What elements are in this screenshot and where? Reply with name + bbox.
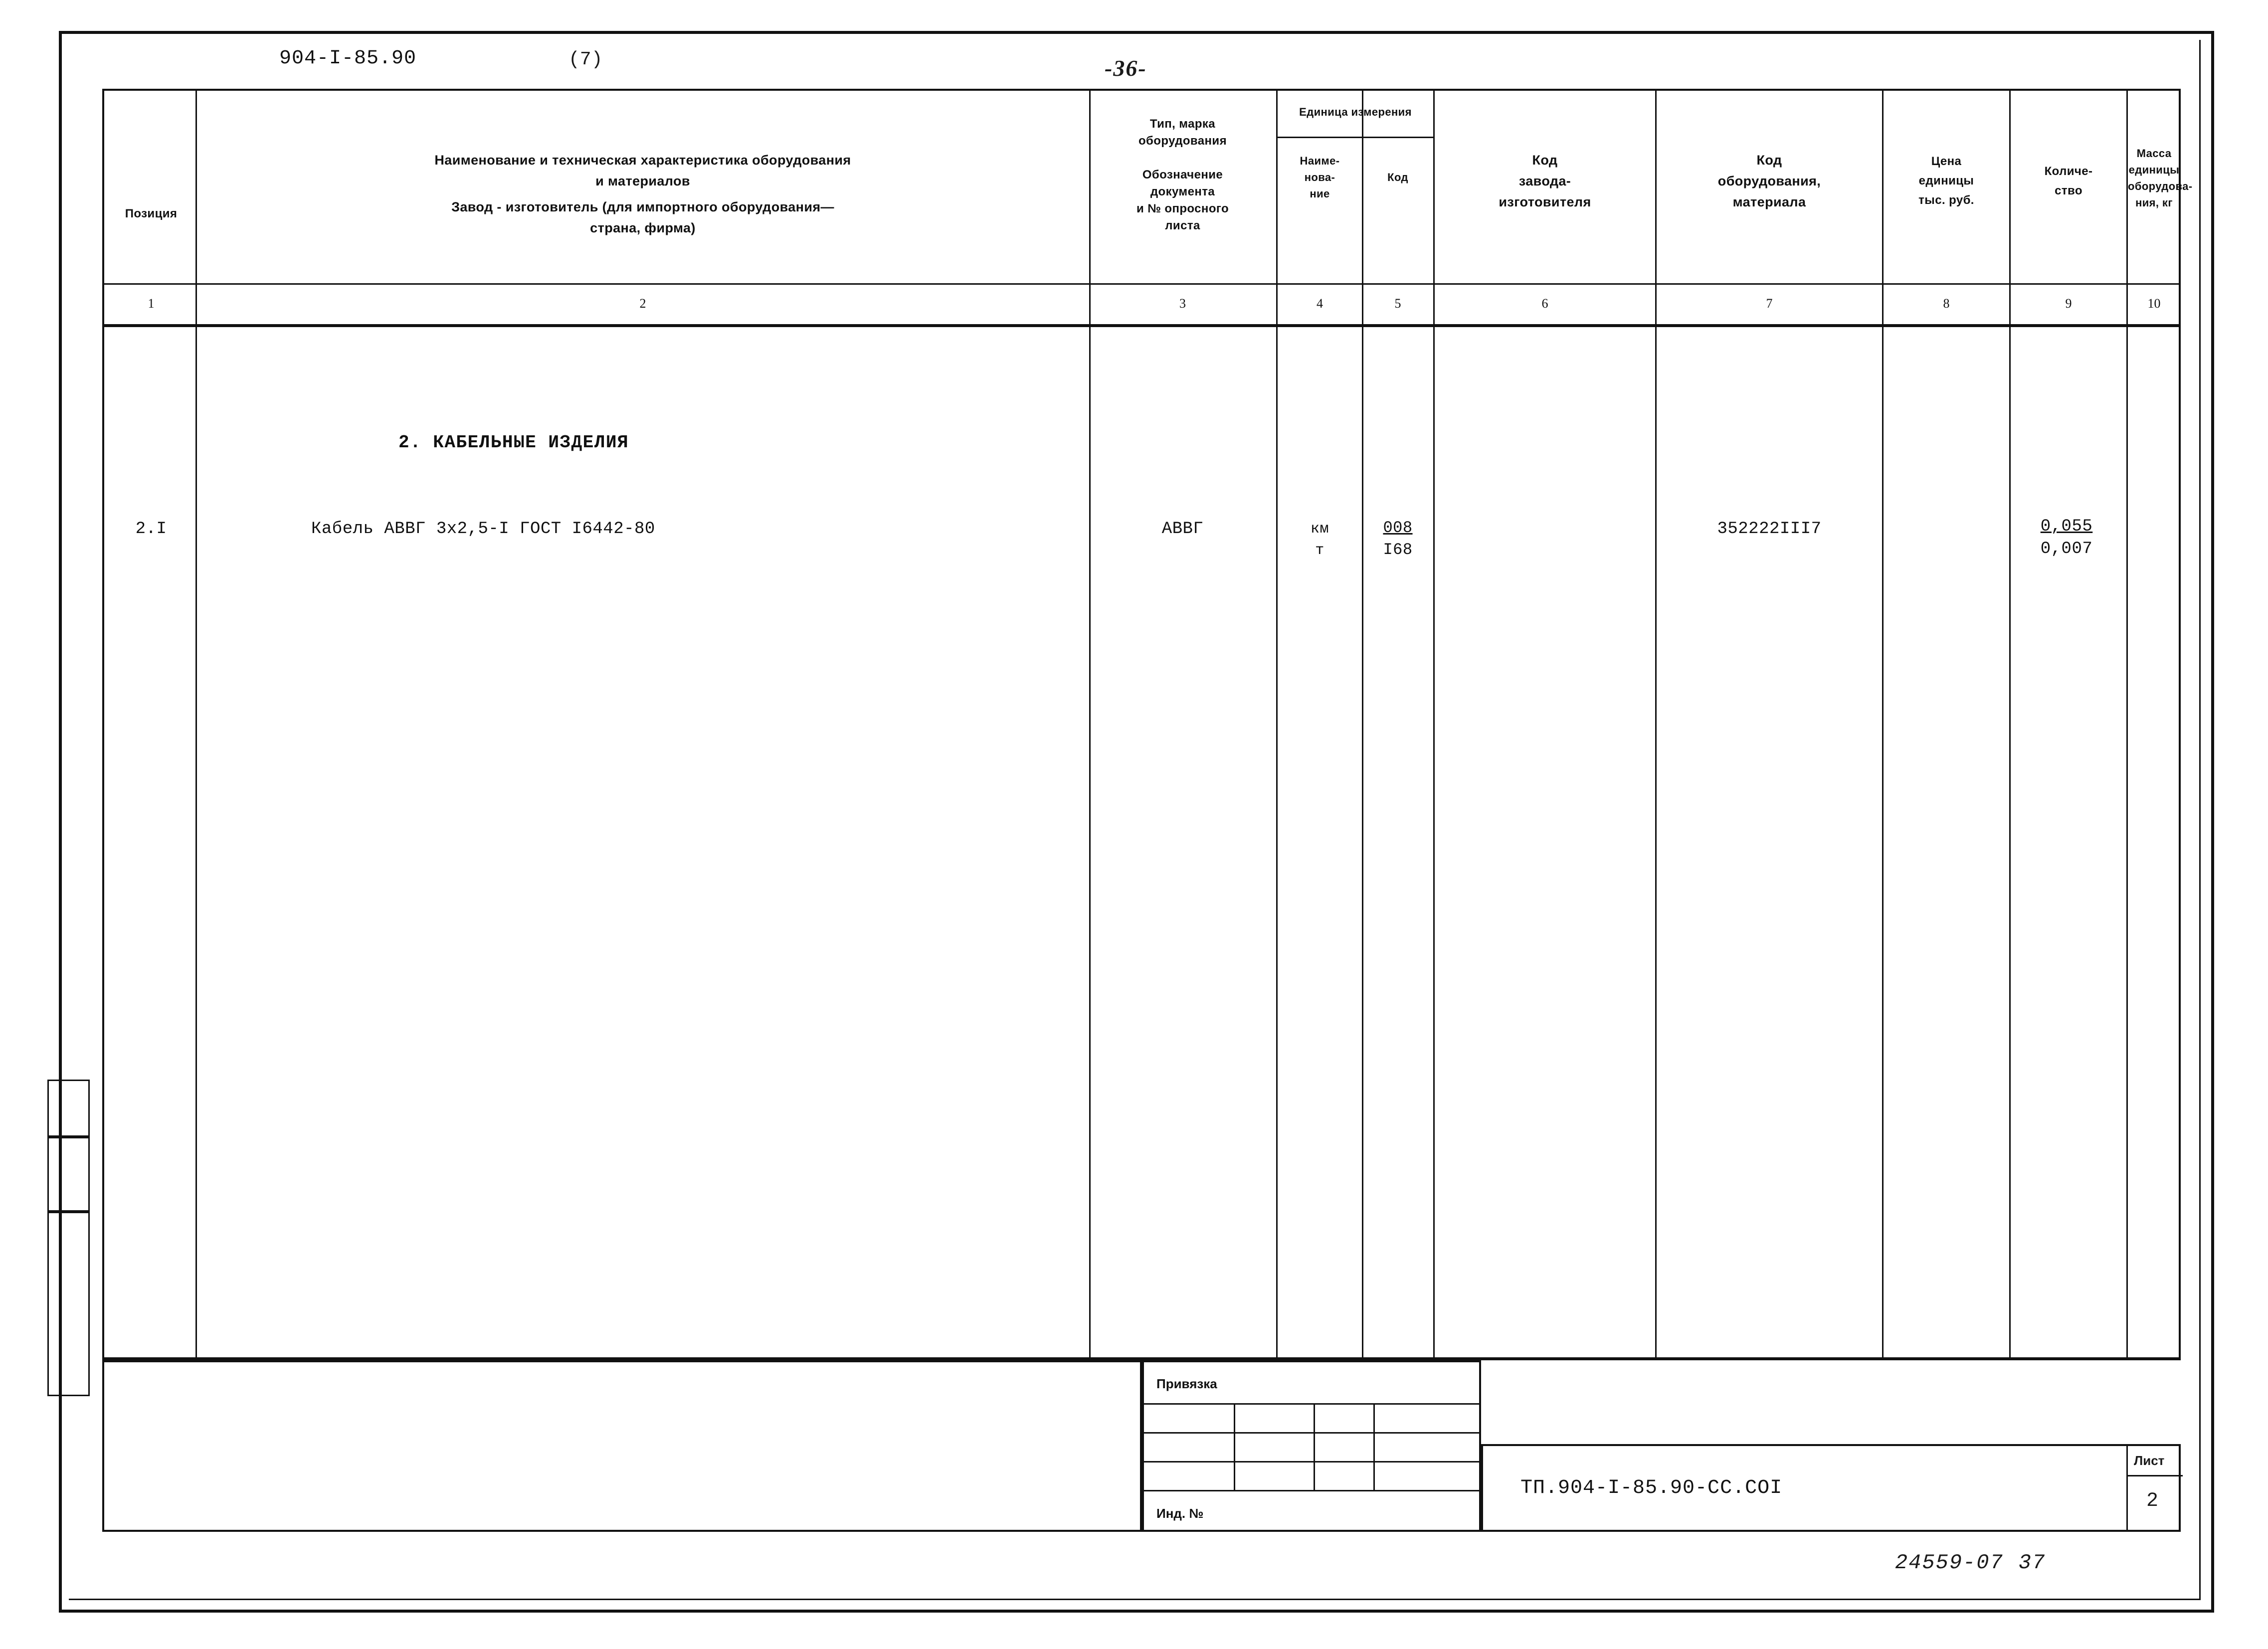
header-equipcode-line1: Код — [1756, 153, 1782, 168]
row-unit-name-1: км — [1310, 521, 1329, 538]
section-title: 2. КАБЕЛЬНЫЕ ИЗДЕЛИЯ — [398, 432, 629, 453]
header-type-line5: и № опросного — [1136, 202, 1229, 215]
header-price-line3: тыс. руб. — [1918, 193, 1974, 207]
colnum-4: 4 — [1317, 296, 1323, 311]
header-equipcode-line3: материала — [1732, 194, 1806, 209]
margin-box-3 — [47, 1212, 90, 1396]
header-equipcode-line2: оборудования, — [1717, 174, 1821, 188]
row-qty-2: 0,007 — [2040, 540, 2093, 558]
row-equipment-code: 352222III7 — [1717, 520, 1822, 539]
header-type-line1: Тип, марка — [1149, 117, 1216, 131]
header-unit-group: Единица измерения — [1299, 106, 1412, 118]
margin-box-1 — [47, 1080, 90, 1137]
privyazka-col-1 — [1234, 1403, 1235, 1490]
header-mass-line2: единицы — [2128, 164, 2180, 176]
row-type-mark: АВВГ — [1161, 520, 1204, 539]
colnum-10: 10 — [2147, 296, 2161, 311]
col-sep-7 — [1882, 91, 1884, 1358]
col-sep-8 — [2009, 91, 2011, 1358]
margin-box-2 — [47, 1137, 90, 1212]
list-col-sep — [2126, 1446, 2128, 1530]
row-name: Кабель АВВГ 3х2,5-I ГОСТ I6442-80 — [311, 520, 655, 539]
col-sep-4 — [1362, 91, 1363, 1358]
page-number: -36- — [1105, 55, 1147, 81]
header-type-line4: документа — [1150, 185, 1215, 198]
header-price-line2: единицы — [1918, 174, 1974, 187]
row-position: 2.I — [135, 520, 167, 539]
number-row-sep — [104, 324, 2179, 327]
unit-group-sep — [1276, 137, 1433, 138]
privyazka-table — [1142, 1360, 1481, 1532]
privyazka-sep-2 — [1144, 1432, 1479, 1434]
header-name-line1: Наименование и техническая характеристика оборудования — [434, 153, 851, 168]
doc-number: ТП.904-I-85.90-СС.СOI — [1520, 1477, 1783, 1499]
header-unit-code: Код — [1387, 171, 1408, 183]
colnum-8: 8 — [1943, 296, 1950, 311]
header-factory-line1: Код — [1532, 153, 1558, 168]
row-qty-1: 0,055 — [2040, 517, 2093, 536]
document-code: 904-I-85.90 — [279, 47, 417, 70]
header-qty-line2: ство — [2055, 184, 2082, 197]
privyazka-sep-4 — [1144, 1490, 1479, 1491]
bottom-archive-code — [1895, 1551, 2046, 1575]
ind-label: Инд. № — [1156, 1506, 1204, 1521]
list-row-sep — [2126, 1475, 2183, 1476]
colnum-7: 7 — [1766, 296, 1773, 311]
colnum-6: 6 — [1541, 296, 1548, 311]
header-unit-name-line2: нова- — [1304, 171, 1335, 183]
bottom-code-secondary: 37 — [2018, 1551, 2046, 1575]
doc-number-block — [1481, 1444, 2181, 1532]
privyazka-sep-1 — [1144, 1403, 1479, 1405]
row-unit-code-2: I68 — [1383, 541, 1413, 559]
privyazka-col-2 — [1314, 1403, 1315, 1490]
col-sep-6 — [1655, 91, 1657, 1358]
header-type-line6: листа — [1165, 219, 1200, 232]
header-type-line3: Обозначение — [1142, 168, 1223, 182]
header-row-sep — [104, 283, 2179, 285]
header-factory-line2: завода- — [1518, 174, 1571, 188]
col-sep-5 — [1433, 91, 1435, 1358]
header-name-line4: страна, фирма) — [590, 220, 696, 235]
header-qty-line1: Количе- — [2044, 165, 2093, 178]
col-sep-1 — [195, 91, 197, 1358]
colnum-3: 3 — [1179, 296, 1186, 311]
row-unit-name-2: т — [1315, 542, 1324, 559]
colnum-5: 5 — [1394, 296, 1401, 311]
list-value: 2 — [2146, 1490, 2159, 1512]
col-sep-3 — [1276, 91, 1278, 1358]
document-paren: (7) — [568, 49, 603, 70]
specification-table — [102, 89, 2193, 1360]
colnum-9: 9 — [2065, 296, 2072, 311]
header-price-line1: Цена — [1931, 155, 1962, 168]
colnum-2: 2 — [639, 296, 646, 311]
col-sep-2 — [1089, 91, 1091, 1358]
row-unit-code-1: 008 — [1383, 519, 1413, 537]
header-position: Позиция — [125, 207, 178, 220]
privyazka-sep-3 — [1144, 1461, 1479, 1463]
header-name-line3: Завод - изготовитель (для импортного оборудования— — [451, 199, 834, 214]
header-mass-line3: оборудова- — [2128, 180, 2193, 192]
header-type-line2: оборудования — [1138, 134, 1227, 148]
col-sep-9 — [2126, 91, 2128, 1358]
privyazka-col-3 — [1373, 1403, 1375, 1490]
header-unit-name-line1: Наиме- — [1300, 155, 1340, 167]
header-factory-line3: изготовителя — [1499, 194, 1591, 209]
header-mass-line1: Масса — [2136, 147, 2172, 160]
header-unit-name-line3: ние — [1310, 187, 1330, 200]
header-mass-line4: ния, кг — [2135, 196, 2173, 209]
list-label: Лист — [2134, 1453, 2165, 1468]
colnum-1: 1 — [148, 296, 155, 311]
bottom-code-main: 24559-07 — [1895, 1551, 2004, 1575]
header-name-line2: и материалов — [595, 174, 690, 188]
lower-left-block — [102, 1360, 1142, 1532]
privyazka-label: Привязка — [1156, 1376, 1217, 1391]
